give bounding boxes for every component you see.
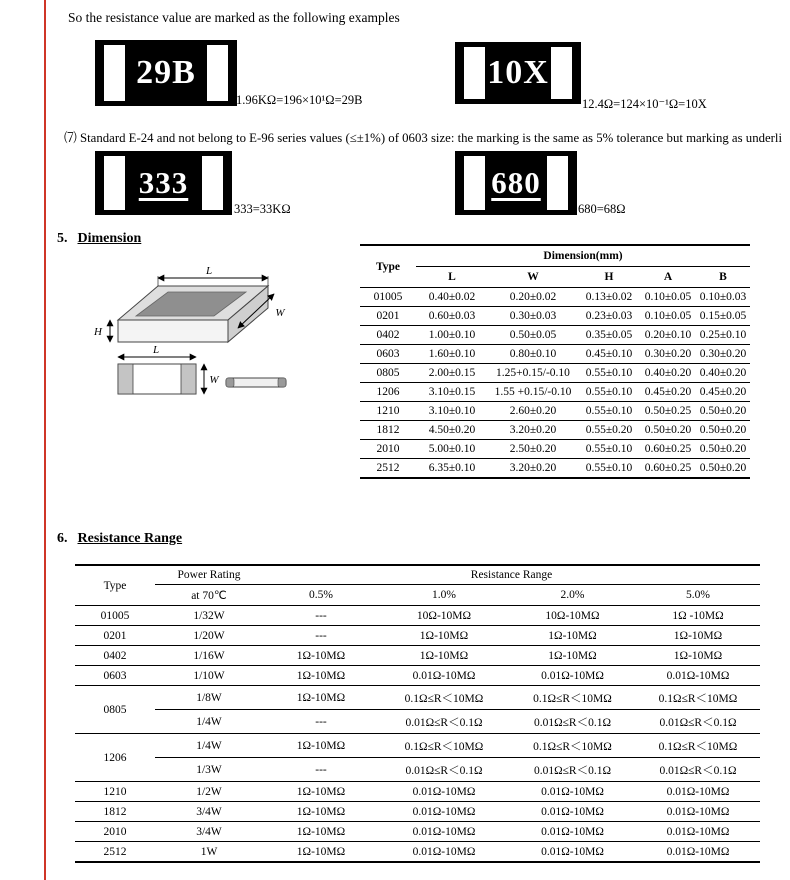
tolerance-header-05: 0.5% — [309, 589, 333, 601]
dimension-row — [360, 440, 750, 459]
dimension-row — [360, 288, 750, 307]
dimension-cell: 5.00±0.10 — [416, 440, 488, 459]
chip-marking-example-10x — [455, 42, 581, 104]
dimension-cell: 3.20±0.20 — [488, 459, 578, 479]
dimension-cell: 0.60±0.03 — [416, 307, 488, 326]
chip-marking-example-333 — [95, 151, 232, 215]
tolerance-header-20: 2.0% — [560, 589, 585, 601]
dimension-row — [360, 459, 750, 479]
resistance-row — [75, 734, 760, 758]
dimension-cell: 0.55±0.10 — [578, 440, 640, 459]
dimension-cell: 0.30±0.20 — [640, 345, 696, 364]
chip-caption: 1.96KΩ=196×10¹Ω=29B — [236, 93, 363, 107]
dimension-cell: 0.50±0.20 — [696, 459, 750, 479]
resistance-row — [75, 666, 760, 686]
type-cell: 1210 — [360, 402, 416, 421]
range-cell: 10Ω-10MΩ — [379, 606, 509, 626]
resistance-header-row — [75, 565, 760, 585]
dimension-row — [360, 364, 750, 383]
range-cell: 0.01Ω-10MΩ — [636, 802, 760, 822]
dimension-cell: 0.60±0.25 — [640, 440, 696, 459]
dimension-cell: 1.55 +0.15/-0.10 — [488, 383, 578, 402]
profile-terminal-right — [278, 378, 286, 387]
dimension-cell: 0.15±0.05 — [696, 307, 750, 326]
range-cell: 0.01Ω≤R＜0.1Ω — [636, 758, 760, 782]
dimension-cell: 2.00±0.15 — [416, 364, 488, 383]
range-cell: 0.01Ω-10MΩ — [379, 802, 509, 822]
dimension-row — [360, 345, 750, 364]
column-header-a: A — [663, 271, 673, 283]
type-cell: 2010 — [75, 822, 155, 842]
dimension-type-header: Type — [375, 260, 401, 273]
dimension-cell: 0.50±0.20 — [696, 421, 750, 440]
type-cell: 1210 — [75, 782, 155, 802]
chip-caption: 680=68Ω — [578, 202, 626, 216]
dimension-group-header: Dimension(mm) — [416, 245, 750, 267]
range-cell: 0.01Ω-10MΩ — [636, 842, 760, 863]
range-cell: 0.01Ω-10MΩ — [509, 842, 636, 863]
resistance-range-table — [75, 564, 760, 863]
type-cell: 1812 — [75, 802, 155, 822]
section-6-heading — [57, 531, 182, 547]
range-cell: 0.01Ω-10MΩ — [379, 822, 509, 842]
range-cell: 1Ω-10MΩ — [636, 646, 760, 666]
range-cell: 1Ω-10MΩ — [509, 626, 636, 646]
range-cell: 0.01Ω-10MΩ — [379, 666, 509, 686]
range-cell: 0.1Ω≤R＜10MΩ — [379, 734, 509, 758]
dimension-cell: 3.10±0.10 — [416, 402, 488, 421]
range-cell: --- — [263, 710, 379, 734]
range-cell: 1Ω-10MΩ — [263, 802, 379, 822]
dimension-cell: 0.35±0.05 — [578, 326, 640, 345]
column-header-h: H — [604, 271, 614, 283]
dimension-cell: 2.50±0.20 — [488, 440, 578, 459]
plan-label-w: W — [209, 374, 219, 386]
resistance-row — [75, 782, 760, 802]
range-cell: 0.1Ω≤R＜10MΩ — [509, 686, 636, 710]
range-cell: 1Ω-10MΩ — [379, 626, 509, 646]
dimension-cell: 0.13±0.02 — [578, 288, 640, 307]
type-cell: 0603 — [75, 666, 155, 686]
range-cell: 1Ω-10MΩ — [636, 626, 760, 646]
dimension-cell: 0.40±0.20 — [640, 364, 696, 383]
chip-front-face — [118, 320, 228, 342]
chip-marking-text: 680 — [491, 165, 541, 200]
range-cell: 0.01Ω-10MΩ — [509, 822, 636, 842]
power-rating-subheader: at 70℃ — [191, 590, 227, 602]
plan-terminal-right — [181, 364, 196, 394]
dimension-cell: 0.80±0.10 — [488, 345, 578, 364]
chip-marking-example-680 — [455, 151, 577, 215]
type-cell: 2010 — [360, 440, 416, 459]
section-5-heading — [57, 231, 141, 247]
range-cell: 0.01Ω≤R＜0.1Ω — [509, 758, 636, 782]
range-cell: 1Ω-10MΩ — [263, 822, 379, 842]
range-cell: --- — [263, 606, 379, 626]
resistance-row — [75, 802, 760, 822]
range-cell: 0.1Ω≤R＜10MΩ — [379, 686, 509, 710]
dimension-cell: 1.25+0.15/-0.10 — [488, 364, 578, 383]
range-cell: 1Ω-10MΩ — [263, 782, 379, 802]
type-cell: 0805 — [75, 686, 155, 734]
dimension-cell: 0.45±0.20 — [640, 383, 696, 402]
range-cell: 0.01Ω-10MΩ — [509, 802, 636, 822]
power-rating-cell: 1W — [155, 842, 263, 863]
dimension-cell: 0.30±0.03 — [488, 307, 578, 326]
range-cell: --- — [263, 626, 379, 646]
resistance-row — [75, 758, 760, 782]
dimension-cell: 0.23±0.03 — [578, 307, 640, 326]
type-cell: 0201 — [75, 626, 155, 646]
range-cell: 0.01Ω-10MΩ — [509, 782, 636, 802]
chip-marking-text: 29B — [136, 54, 196, 91]
chip-marking-text: 10X — [487, 54, 549, 91]
profile-view — [226, 378, 286, 387]
dimension-row — [360, 402, 750, 421]
dimension-cell: 0.10±0.03 — [696, 288, 750, 307]
range-cell: 0.01Ω≤R＜0.1Ω — [509, 710, 636, 734]
dimension-cell: 0.40±0.20 — [696, 364, 750, 383]
dimension-cell: 6.35±0.10 — [416, 459, 488, 479]
range-cell: 1Ω-10MΩ — [509, 646, 636, 666]
tolerance-header-50: 5.0% — [686, 589, 710, 601]
label-l: L — [205, 265, 213, 277]
range-cell: 0.01Ω-10MΩ — [636, 782, 760, 802]
range-cell: 0.01Ω-10MΩ — [636, 666, 760, 686]
dimension-cell: 0.55±0.10 — [578, 383, 640, 402]
type-cell: 1812 — [360, 421, 416, 440]
power-rating-cell: 3/4W — [155, 802, 263, 822]
dimension-diagram — [88, 252, 308, 424]
dimension-cell: 4.50±0.20 — [416, 421, 488, 440]
dimension-cell: 0.55±0.10 — [578, 459, 640, 479]
red-margin-line — [44, 0, 46, 880]
plan-label-l: L — [152, 344, 160, 356]
power-rating-cell: 1/8W — [155, 686, 263, 710]
power-rating-cell: 3/4W — [155, 822, 263, 842]
plan-terminal-left — [118, 364, 133, 394]
range-cell: 0.1Ω≤R＜10MΩ — [636, 686, 760, 710]
dimension-row — [360, 307, 750, 326]
dimension-subheader-row — [360, 267, 750, 288]
dimension-cell: 0.25±0.10 — [696, 326, 750, 345]
dimension-cell: 0.40±0.02 — [416, 288, 488, 307]
resistance-row — [75, 710, 760, 734]
power-rating-cell: 1/4W — [155, 734, 263, 758]
type-cell: 0201 — [360, 307, 416, 326]
chip-marking-example-29b — [95, 40, 237, 106]
power-rating-cell: 1/3W — [155, 758, 263, 782]
dimension-cell: 0.50±0.20 — [696, 440, 750, 459]
range-cell: 0.01Ω-10MΩ — [379, 842, 509, 863]
dimension-cell: 0.20±0.10 — [640, 326, 696, 345]
dimension-cell: 0.55±0.20 — [578, 421, 640, 440]
dimension-cell: 2.60±0.20 — [488, 402, 578, 421]
dimension-cell: 0.45±0.10 — [578, 345, 640, 364]
power-rating-cell: 1/32W — [155, 606, 263, 626]
resistance-type-header: Type — [103, 579, 127, 592]
range-cell: 0.01Ω-10MΩ — [636, 822, 760, 842]
range-cell: 1Ω-10MΩ — [263, 646, 379, 666]
type-cell: 0402 — [75, 646, 155, 666]
type-cell: 1206 — [75, 734, 155, 782]
power-rating-cell: 1/10W — [155, 666, 263, 686]
range-cell: 1Ω-10MΩ — [379, 646, 509, 666]
dimension-row — [360, 326, 750, 345]
dimension-cell: 3.20±0.20 — [488, 421, 578, 440]
column-header-b: B — [719, 271, 727, 283]
type-cell: 2512 — [75, 842, 155, 863]
resistance-subheader-row — [75, 585, 760, 606]
dimension-cell: 0.55±0.10 — [578, 402, 640, 421]
power-rating-cell: 1/4W — [155, 710, 263, 734]
dimension-cell: 1.00±0.10 — [416, 326, 488, 345]
intro-text: So the resistance value are marked as the following examples — [68, 10, 400, 25]
tolerance-header-10: 1.0% — [432, 589, 456, 601]
type-cell: 0402 — [360, 326, 416, 345]
dimension-cell: 0.10±0.05 — [640, 307, 696, 326]
resistance-range-group-header: Resistance Range — [263, 565, 760, 585]
power-rating-cell: 1/2W — [155, 782, 263, 802]
section-number: 6. — [57, 531, 68, 546]
type-cell: 2512 — [360, 459, 416, 479]
resistance-row — [75, 822, 760, 842]
column-header-l: L — [448, 271, 456, 283]
range-cell: 0.01Ω≤R＜0.1Ω — [379, 710, 509, 734]
chip-caption: 333=33KΩ — [234, 202, 291, 216]
dimension-cell: 0.50±0.20 — [696, 402, 750, 421]
column-header-w: W — [527, 271, 539, 283]
type-cell: 01005 — [75, 606, 155, 626]
type-cell: 01005 — [360, 288, 416, 307]
resistance-row — [75, 606, 760, 626]
section-number: 5. — [57, 231, 68, 246]
power-rating-cell: 1/16W — [155, 646, 263, 666]
note-7: ⑺ Standard E-24 and not belong to E-96 series values (≤±1%) of 0603 size: the marking is the same as 5% tolerance but marking as underli — [64, 131, 783, 145]
section-title: Resistance Range — [77, 531, 183, 546]
range-cell: 0.01Ω-10MΩ — [509, 666, 636, 686]
power-rating-cell: 1/20W — [155, 626, 263, 646]
range-cell: 1Ω-10MΩ — [263, 666, 379, 686]
dimension-row — [360, 383, 750, 402]
resistance-row — [75, 646, 760, 666]
profile-terminal-left — [226, 378, 234, 387]
range-cell: 0.01Ω≤R＜0.1Ω — [636, 710, 760, 734]
label-h: H — [94, 326, 102, 338]
range-cell: 10Ω-10MΩ — [509, 606, 636, 626]
range-cell: 0.01Ω≤R＜0.1Ω — [379, 758, 509, 782]
dimension-cell: 0.20±0.02 — [488, 288, 578, 307]
label-w: W — [275, 307, 285, 319]
type-cell: 0603 — [360, 345, 416, 364]
dimension-cell: 1.60±0.10 — [416, 345, 488, 364]
resistance-row — [75, 686, 760, 710]
dimension-cell: 0.45±0.20 — [696, 383, 750, 402]
range-cell: 0.1Ω≤R＜10MΩ — [509, 734, 636, 758]
type-cell: 0805 — [360, 364, 416, 383]
power-rating-header: Power Rating — [155, 565, 263, 585]
chip-caption: 12.4Ω=124×10⁻¹Ω=10X — [582, 97, 707, 111]
resistance-row — [75, 626, 760, 646]
dimension-table — [360, 244, 750, 479]
dimension-cell: 0.50±0.20 — [640, 421, 696, 440]
chip-marking-text: 333 — [138, 165, 189, 200]
dimension-cell: 0.55±0.10 — [578, 364, 640, 383]
dimension-cell: 0.50±0.25 — [640, 402, 696, 421]
range-cell: 1Ω-10MΩ — [263, 686, 379, 710]
range-cell: 1Ω-10MΩ — [263, 842, 379, 863]
dimension-cell: 0.50±0.05 — [488, 326, 578, 345]
range-cell: 0.01Ω-10MΩ — [379, 782, 509, 802]
range-cell: --- — [263, 758, 379, 782]
range-cell: 0.1Ω≤R＜10MΩ — [636, 734, 760, 758]
dimension-cell: 0.60±0.25 — [640, 459, 696, 479]
range-cell: 1Ω-10MΩ — [263, 734, 379, 758]
type-cell: 1206 — [360, 383, 416, 402]
dimension-cell: 3.10±0.15 — [416, 383, 488, 402]
section-title: Dimension — [77, 231, 142, 246]
dimension-cell: 0.30±0.20 — [696, 345, 750, 364]
range-cell: 1Ω -10MΩ — [636, 606, 760, 626]
dimension-cell: 0.10±0.05 — [640, 288, 696, 307]
resistance-row — [75, 842, 760, 863]
dimension-header-row — [360, 245, 750, 267]
dimension-row — [360, 421, 750, 440]
